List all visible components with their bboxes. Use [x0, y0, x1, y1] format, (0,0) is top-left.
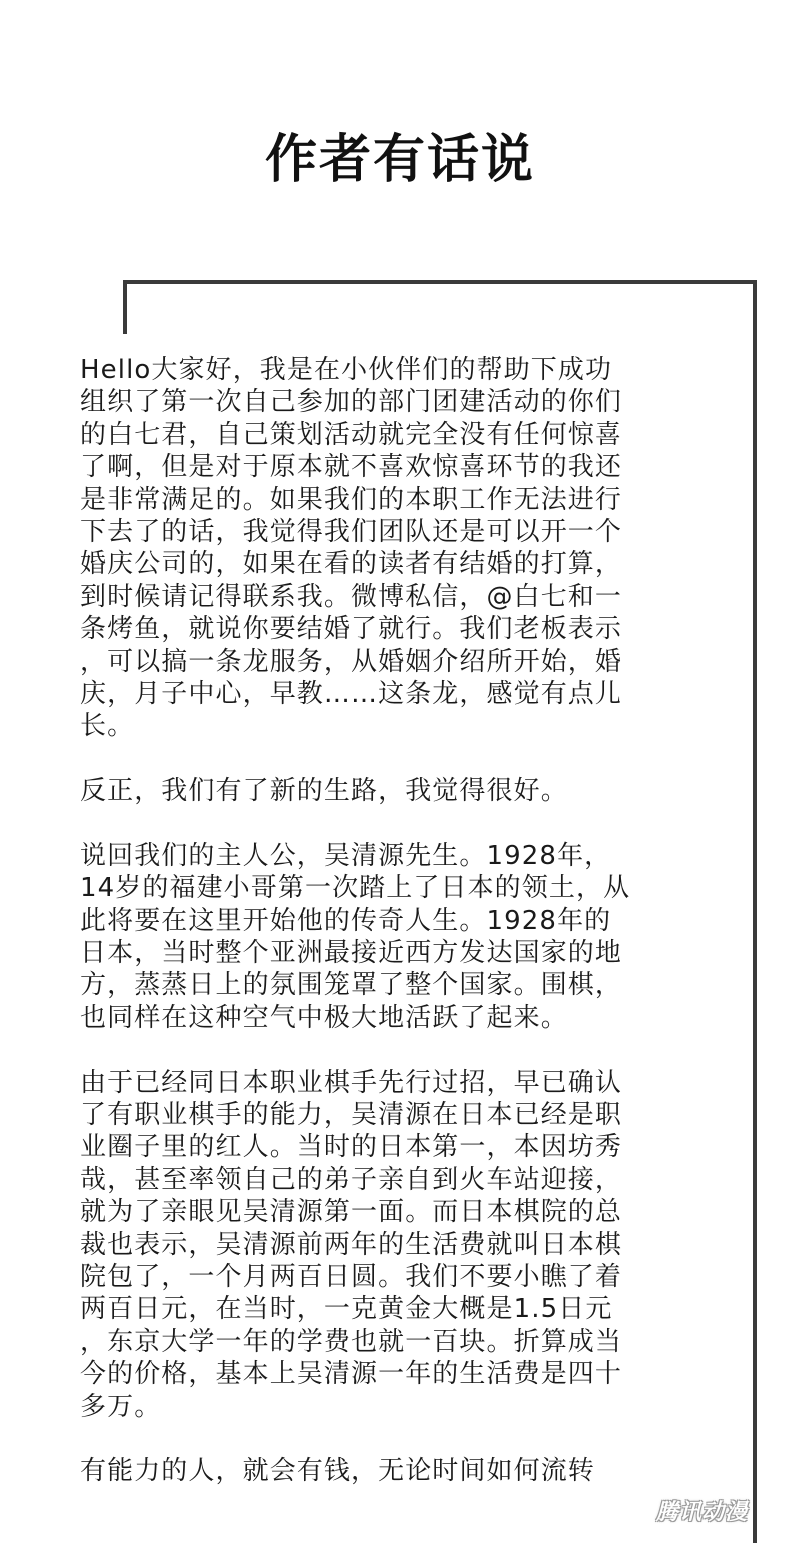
- text-line: 条烤鱼，就说你要结婚了就行。我们老板表示: [80, 614, 623, 645]
- text-line: 今的价格，基本上吴清源一年的生活费是四十: [80, 1359, 623, 1390]
- text-line: 14岁的福建小哥第一次踏上了日本的领土，从: [80, 873, 631, 904]
- text-line: 了有职业棋手的能力，吴清源在日本已经是职: [80, 1099, 623, 1130]
- frame-top-border: [123, 280, 757, 284]
- text-line: 有能力的人，就会有钱，无论时间如何流转: [80, 1456, 595, 1487]
- text-line: 下去了的话，我觉得我们团队还是可以开一个: [80, 516, 623, 547]
- text-line: 由于已经同日本职业棋手先行过招，早已确认: [80, 1067, 623, 1098]
- text-line: 婚庆公司的，如果在看的读者有结婚的打算，: [80, 549, 623, 580]
- watermark-text: 腾讯动漫: [655, 1499, 748, 1525]
- text-line: 的白七君，自己策划活动就完全没有任何惊喜: [80, 419, 623, 450]
- text-line: 组织了第一次自己参加的部门团建活动的你们: [80, 387, 623, 418]
- text-line: 就为了亲眼见吴清源第一面。而日本棋院的总: [80, 1197, 623, 1228]
- text-line: 长。: [80, 711, 135, 742]
- paragraph: [80, 354, 725, 743]
- paragraph: [80, 1455, 725, 1487]
- text-line: 日本，当时整个亚洲最接近西方发达国家的地: [80, 938, 623, 969]
- text-line: ，东京大学一年的学费也就一百块。折算成当: [80, 1326, 623, 1357]
- text-line: 院包了，一个月两百日圆。我们不要小瞧了着: [80, 1261, 623, 1292]
- text-line: 到时候请记得联系我。微博私信，@白七和一: [80, 581, 623, 612]
- text-line: 多万。: [80, 1391, 162, 1422]
- paragraph: [80, 775, 725, 807]
- article-body: [80, 354, 725, 1520]
- page-title: 作者有话说: [264, 129, 535, 190]
- text-line: 两百日元，在当时，一克黄金大概是1.5日元: [80, 1294, 613, 1325]
- text-line: 方，蒸蒸日上的氛围笼罩了整个国家。围棋，: [80, 970, 623, 1001]
- text-line: ，可以搞一条龙服务，从婚姻介绍所开始，婚: [80, 646, 623, 677]
- text-line: 业圈子里的红人。当时的日本第一，本因坊秀: [80, 1132, 623, 1163]
- text-line: 此将要在这里开始他的传奇人生。1928年的: [80, 905, 612, 936]
- paragraph: [80, 840, 725, 1034]
- frame-left-border: [123, 280, 127, 334]
- frame-right-border: [753, 280, 757, 1543]
- text-line: 了啊，但是对于原本就不喜欢惊喜环节的我还: [80, 452, 623, 483]
- text-line: 反正，我们有了新的生路，我觉得很好。: [80, 776, 568, 807]
- text-line: 裁也表示，吴清源前两年的生活费就叫日本棋: [80, 1229, 623, 1260]
- watermark-logo: [652, 1488, 752, 1532]
- text-line: Hello大家好，我是在小伙伴们的帮助下成功: [80, 355, 613, 385]
- text-line: 是非常满足的。如果我们的本职工作无法进行: [80, 484, 623, 515]
- text-line: 也同样在这种空气中极大地活跃了起来。: [80, 1002, 568, 1033]
- paragraph: [80, 1067, 725, 1423]
- text-line: 哉，甚至率领自己的弟子亲自到火车站迎接，: [80, 1164, 623, 1195]
- text-line: 庆，月子中心，早教……这条龙，感觉有点儿: [80, 678, 623, 709]
- text-line: 说回我们的主人公，吴清源先生。1928年，: [80, 840, 612, 871]
